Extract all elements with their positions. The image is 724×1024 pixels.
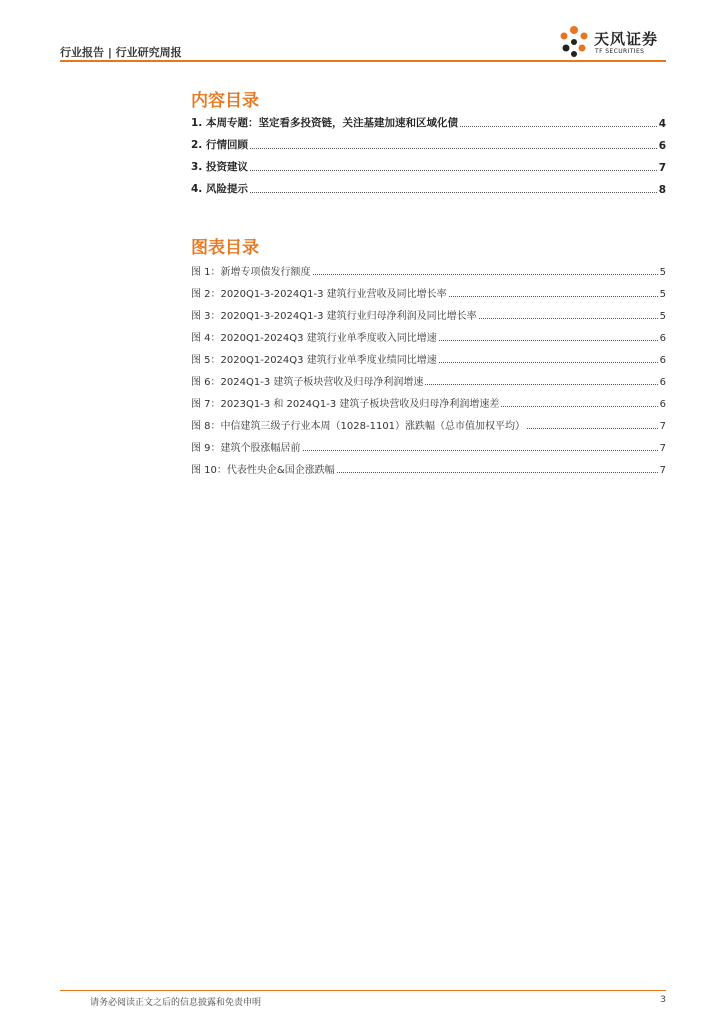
toc-entry-page: 8 [658, 184, 666, 196]
figure-entry-page: 5 [659, 267, 666, 278]
dot-leader [313, 274, 658, 275]
figure-entry[interactable] [191, 344, 666, 366]
toc-entry[interactable] [191, 130, 666, 152]
figure-entry-label: 图 1：新增专项债发行额度 [191, 267, 311, 278]
toc-entry[interactable] [191, 174, 666, 196]
figure-entry[interactable] [191, 300, 666, 322]
company-logo [556, 24, 666, 60]
logo-english-name: TF SECURITIES [595, 48, 645, 55]
figure-entry-page: 5 [659, 311, 666, 322]
figure-entry-label: 图 4：2020Q1-2024Q3 建筑行业单季度收入同比增速 [191, 333, 437, 344]
dot-leader [250, 148, 657, 149]
flower-logo-icon [556, 24, 592, 60]
figures-list [191, 256, 666, 476]
toc-entry[interactable] [191, 152, 666, 174]
page-number: 3 [660, 995, 666, 1005]
dot-leader [250, 192, 657, 193]
figure-entry-page: 6 [659, 355, 666, 366]
toc-entry[interactable] [191, 108, 666, 130]
figure-entry-page: 6 [659, 399, 666, 410]
figure-entry-label: 图 10：代表性央企&国企涨跌幅 [191, 465, 335, 476]
toc-entry-page: 6 [658, 140, 666, 152]
dot-leader [439, 340, 658, 341]
figure-entry[interactable] [191, 256, 666, 278]
report-category: 行业报告 | 行业研究周报 [60, 46, 182, 59]
toc-entry-label: 4. 风险提示 [191, 183, 248, 195]
figure-entry-label: 图 6：2024Q1-3 建筑子板块营收及归母净利润增速 [191, 377, 424, 388]
dot-leader [527, 428, 658, 429]
toc-entry-page: 7 [658, 162, 666, 174]
figure-entry[interactable] [191, 432, 666, 454]
figure-entry[interactable] [191, 322, 666, 344]
figure-entry[interactable] [191, 366, 666, 388]
figure-entry-label: 图 3：2020Q1-3-2024Q1-3 建筑行业归母净利润及同比增长率 [191, 311, 477, 322]
toc-entry-page: 4 [658, 118, 666, 130]
figure-entry-label: 图 2：2020Q1-3-2024Q1-3 建筑行业营收及同比增长率 [191, 289, 447, 300]
toc-entry-label: 2. 行情回顾 [191, 139, 248, 151]
figure-entry[interactable] [191, 410, 666, 432]
figure-entry[interactable] [191, 454, 666, 476]
footer-rule [60, 990, 666, 991]
toc-title: 内容目录 [191, 91, 259, 111]
dot-leader [501, 406, 657, 407]
figure-entry-page: 6 [659, 377, 666, 388]
dot-leader [303, 450, 658, 451]
dot-leader [479, 318, 658, 319]
figure-entry-label: 图 5：2020Q1-2024Q3 建筑行业单季度业绩同比增速 [191, 355, 437, 366]
toc-list [191, 108, 666, 196]
figure-entry-page: 6 [659, 333, 666, 344]
figure-entry-label: 图 8：中信建筑三级子行业本周（1028-1101）涨跌幅（总市值加权平均） [191, 421, 526, 432]
header-rule [60, 60, 666, 62]
figure-entry-label: 图 9：建筑个股涨幅居前 [191, 443, 301, 454]
dot-leader [425, 384, 657, 385]
toc-entry-label: 3. 投资建议 [191, 161, 248, 173]
figure-entry-page: 7 [659, 465, 666, 476]
figure-entry-label: 图 7：2023Q1-3 和 2024Q1-3 建筑子板块营收及归母净利润增速差 [191, 399, 500, 410]
dot-leader [337, 472, 658, 473]
figure-entry[interactable] [191, 388, 666, 410]
figures-title: 图表目录 [191, 238, 259, 258]
dot-leader [460, 126, 657, 127]
footer-disclaimer: 请务必阅读正文之后的信息披露和免责申明 [90, 998, 262, 1008]
figure-entry-page: 7 [659, 443, 666, 454]
dot-leader [449, 296, 658, 297]
figure-entry-page: 5 [659, 289, 666, 300]
figure-entry-page: 7 [659, 421, 666, 432]
logo-chinese-name: 天风证券 [594, 30, 659, 48]
dot-leader [439, 362, 658, 363]
dot-leader [250, 170, 657, 171]
toc-entry-label: 1. 本周专题：坚定看多投资链，关注基建加速和区域化债 [191, 117, 458, 129]
figure-entry[interactable] [191, 278, 666, 300]
